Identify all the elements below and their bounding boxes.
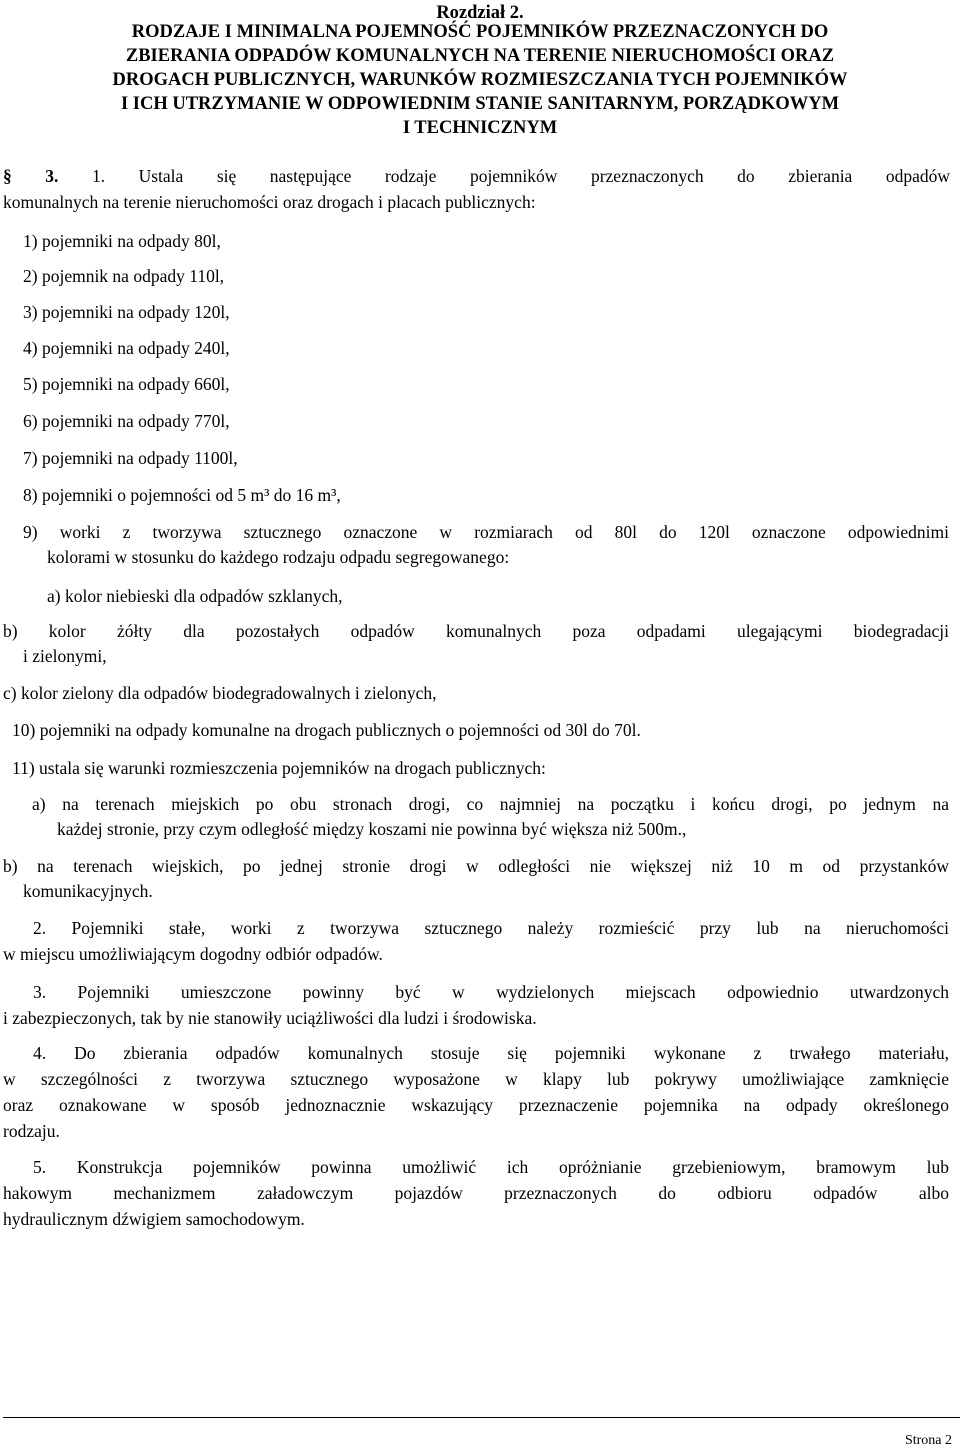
list-item: 5) pojemniki na odpady 660l, <box>23 374 230 394</box>
list-item: 7) pojemniki na odpady 1100l, <box>23 448 238 468</box>
chapter-heading: Rozdział 2. <box>436 3 524 23</box>
chapter-title <box>0 20 960 140</box>
paragraph-4-line: oraz oznakowane w sposób jednoznacznie wskazujący przeznaczenie pojemnika na odpady określonego <box>3 1095 949 1115</box>
list-item: 6) pojemniki na odpady 770l, <box>23 411 230 431</box>
sub-item-continuation: i zielonymi, <box>23 646 107 666</box>
list-item: 2) pojemnik na odpady 110l, <box>23 266 225 286</box>
list-item: 11) ustala się warunki rozmieszczenia pojemników na drogach publicznych: <box>12 758 546 778</box>
list-item: 1) pojemniki na odpady 80l, <box>23 231 221 251</box>
footer-divider <box>3 1417 960 1418</box>
paragraph-3-line: 3. Pojemniki umieszczone powinny być w wydzielonych miejscach odpowiednio utwardzonych <box>33 982 949 1002</box>
title-line: I ICH UTRZYMANIE W ODPOWIEDNIM STANIE SANITARNYM, PORZĄDKOWYM <box>120 94 840 114</box>
list-item: 8) pojemniki o pojemności od 5 m³ do 16 m³, <box>23 485 341 505</box>
paragraph-1-line: § 3. 1. Ustala się następujące rodzaje pojemników przeznaczonych do zbierania odpadów <box>3 166 951 186</box>
paragraph-2-line: w miejscu umożliwiającym dogodny odbiór odpadów. <box>3 944 383 964</box>
sub-item: b) kolor żółty dla pozostałych odpadów komunalnych poza odpadami ulegającymi biodegradacji <box>3 621 949 641</box>
sub-item-continuation: komunikacyjnych. <box>23 881 153 901</box>
paragraph-2-line: 2. Pojemniki stałe, worki z tworzywa sztucznego należy rozmieścić przy lub na nieruchomości <box>33 918 949 938</box>
list-item-continuation: kolorami w stosunku do każdego rodzaju odpadu segregowanego: <box>47 547 510 567</box>
paragraph-5-line: 5. Konstrukcja pojemników powinna umożliwić ich opróżnianie grzebieniowym, bramowym lub <box>33 1157 949 1177</box>
sub-item-continuation: każdej stronie, przy czym odległość między koszami nie powinna być większa niż 500m., <box>57 819 687 839</box>
paragraph-4-line: 4. Do zbierania odpadów komunalnych stosuje się pojemniki wykonane z trwałego materiału, <box>33 1043 949 1063</box>
list-item: 9) worki z tworzywa sztucznego oznaczone w rozmiarach od 80l do 120l oznaczone odpowiednimi <box>23 522 949 542</box>
sub-item: c) kolor zielony dla odpadów biodegradowalnych i zielonych, <box>3 683 437 703</box>
list-item: 4) pojemniki na odpady 240l, <box>23 338 230 358</box>
title-line: RODZAJE I MINIMALNA POJEMNOŚĆ POJEMNIKÓW PRZEZNACZONYCH DO <box>131 22 829 42</box>
paragraph-1-line: komunalnych na terenie nieruchomości oraz drogach i placach publicznych: <box>3 192 536 212</box>
paragraph-5-line: hakowym mechanizmem załadowczym pojazdów przeznaczonych do odbioru odpadów albo <box>3 1183 949 1203</box>
sub-item: a) kolor niebieski dla odpadów szklanych, <box>47 586 343 606</box>
paragraph-5-line: hydraulicznym dźwigiem samochodowym. <box>3 1209 305 1229</box>
section-sign: § 3. <box>3 166 59 186</box>
paragraph-4-line: rodzaju. <box>3 1121 60 1141</box>
page-number: Strona 2 <box>904 1433 952 1448</box>
title-line: DROGACH PUBLICZNYCH, WARUNKÓW ROZMIESZCZANIA TYCH POJEMNIKÓW <box>112 70 848 90</box>
title-line: ZBIERANIA ODPADÓW KOMUNALNYCH NA TERENIE NIERUCHOMOŚCI ORAZ <box>125 46 835 66</box>
list-item: 3) pojemniki na odpady 120l, <box>23 302 230 322</box>
list-item: 10) pojemniki na odpady komunalne na drogach publicznych o pojemności od 30l do 70l. <box>12 720 641 740</box>
title-line: I TECHNICZNYM <box>402 118 558 138</box>
paragraph-3-line: i zabezpieczonych, tak by nie stanowiły uciążliwości dla ludzi i środowiska. <box>3 1008 537 1028</box>
sub-item: b) na terenach wiejskich, po jednej stronie drogi w odległości nie większej niż 10 m od przystanków <box>3 856 949 876</box>
sub-item: a) na terenach miejskich po obu stronach drogi, co najmniej na początku i końcu drogi, po jednym na <box>32 794 949 814</box>
paragraph-4-line: w szczególności z tworzywa sztucznego wyposażone w klapy lub pokrywy umożliwiające zamknięcie <box>3 1069 949 1089</box>
